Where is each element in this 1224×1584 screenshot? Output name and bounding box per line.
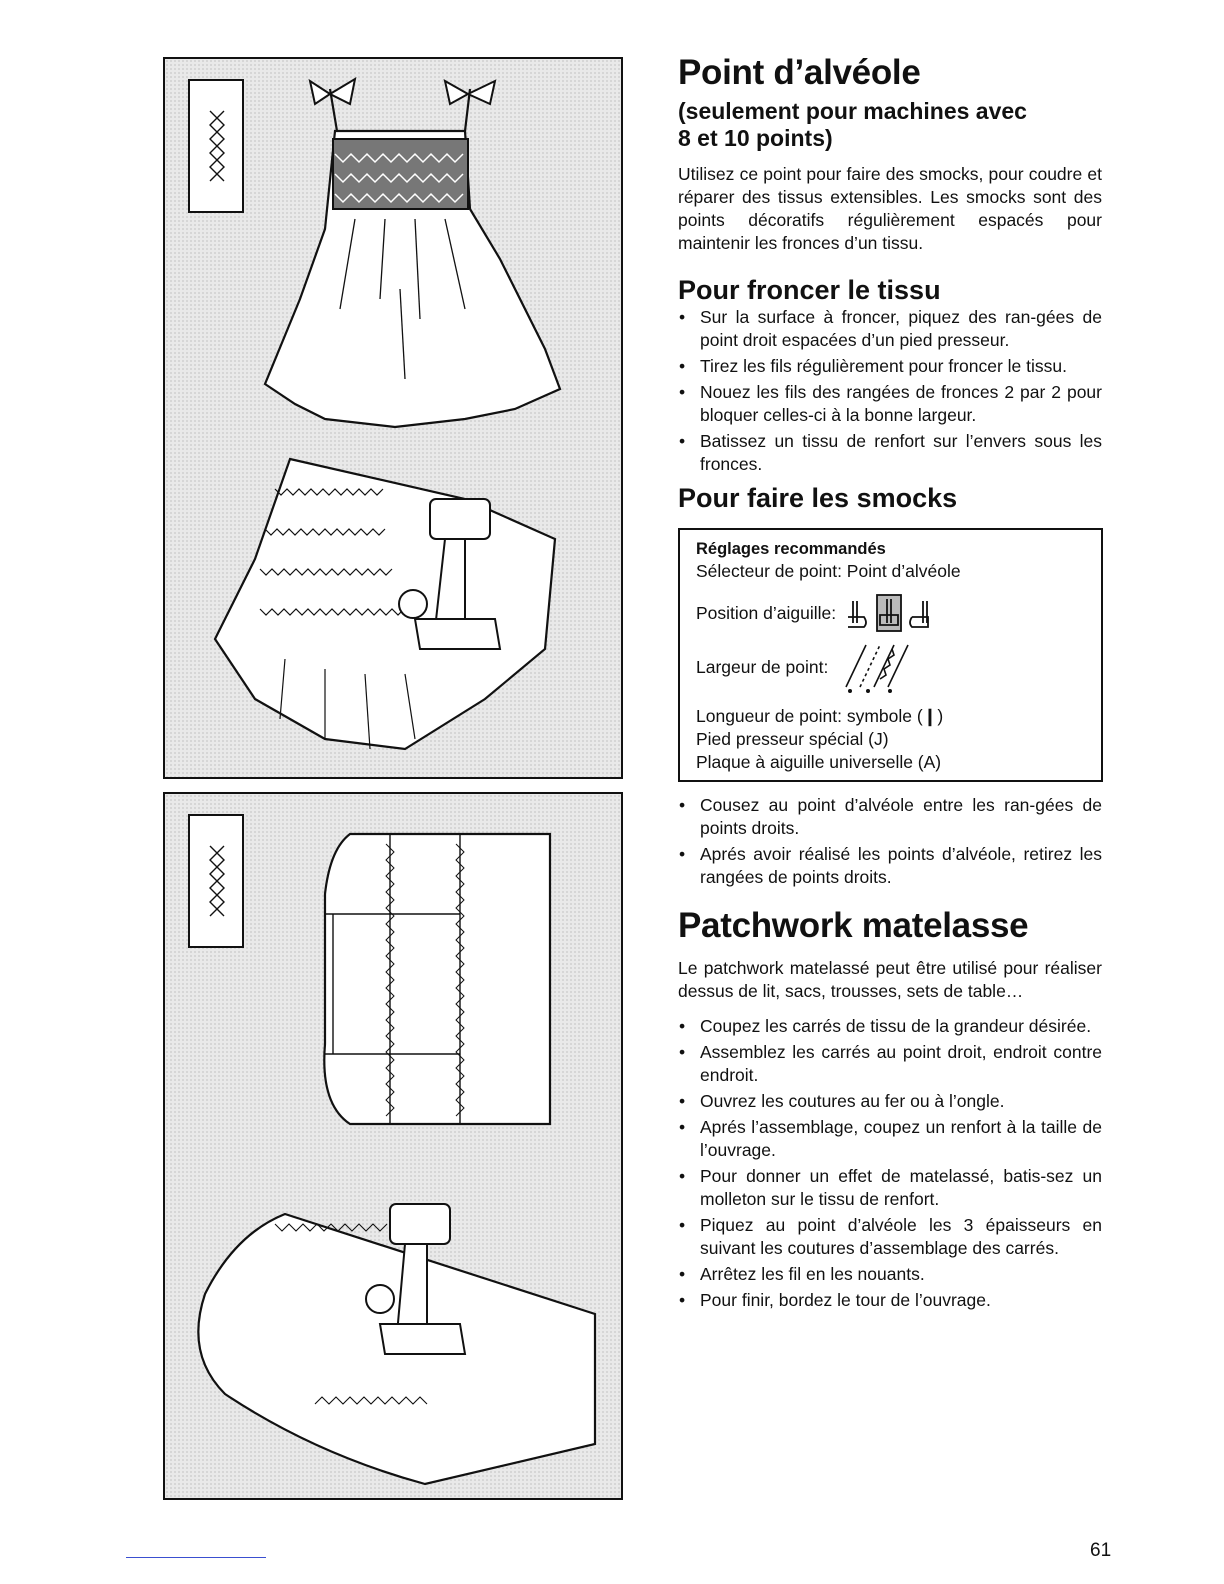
bullet-icon: • bbox=[679, 844, 686, 864]
section-subtitle bbox=[678, 98, 1102, 152]
stitch-length-symbol: (❙) bbox=[916, 706, 944, 726]
bullet-icon: • bbox=[679, 431, 686, 451]
settings-stitch-length: Longueur de point: symbole (❙) bbox=[696, 706, 944, 726]
illustration-panel-patchwork bbox=[163, 792, 623, 1500]
bullet-icon: • bbox=[679, 1091, 686, 1111]
section-title-point-alveole: Point d’alvéole bbox=[678, 53, 921, 92]
needle-position-label: Position d’aiguille: bbox=[696, 602, 837, 623]
footer-line bbox=[126, 1557, 266, 1558]
settings-needle-plate: Plaque à aiguille universelle (A) bbox=[696, 752, 942, 772]
bullet-icon: • bbox=[679, 307, 686, 327]
bullet-icon: • bbox=[679, 382, 686, 402]
list-item: • Ouvrez les coutures au fer ou à l’ongle. bbox=[679, 1091, 1005, 1111]
settings-selector: Sélecteur de point: Point d’alvéole bbox=[696, 561, 961, 581]
settings-presser-foot: Pied presseur spécial (J) bbox=[696, 729, 889, 749]
settings-stitch-width-row bbox=[696, 639, 1085, 695]
bullet-icon: • bbox=[679, 1166, 686, 1186]
heading-smocks: Pour faire les smocks bbox=[678, 483, 958, 513]
list-item: • Batissez un tissu de renfort sur l’envers sous les fronces. bbox=[679, 431, 1102, 474]
subtitle-line-1: (seulement pour machines avec bbox=[678, 98, 1027, 124]
patchwork-intro: Le patchwork matelassé peut être utilisé pour réaliser dessus de lit, sacs, trousses, sets de table… bbox=[678, 958, 1102, 1001]
list-item: • Nouez les fils des rangées de fronces 2 par 2 pour bloquer celles-ci à la bonne largeur. bbox=[679, 382, 1102, 425]
list-item: • Sur la surface à froncer, piquez des ran-gées de point droit espacées d’un pied presseur. bbox=[679, 307, 1102, 350]
list-item: • Coupez les carrés de tissu de la grandeur désirée. bbox=[679, 1016, 1092, 1036]
settings-needle-position-row bbox=[696, 593, 1085, 633]
list-item: • Assemblez les carrés au point droit, endroit contre endroit. bbox=[679, 1042, 1102, 1085]
honeycomb-stitch-icon-box-2 bbox=[188, 814, 244, 948]
illustration-panel-smock bbox=[163, 57, 623, 779]
bullet-icon: • bbox=[679, 356, 686, 376]
list-item: • Aprés avoir réalisé les points d’alvéole, retirez les rangées de points droits. bbox=[679, 844, 1102, 887]
bullet-icon: • bbox=[679, 1290, 686, 1310]
page-number: 61 bbox=[1090, 1540, 1112, 1561]
list-item: • Cousez au point d’alvéole entre les ran-gées de points droits. bbox=[679, 795, 1102, 838]
bullet-icon: • bbox=[679, 795, 686, 815]
section-title-patchwork: Patchwork matelasse bbox=[678, 906, 1029, 945]
list-item: • Aprés l’assemblage, coupez un renfort à la taille de l’ouvrage. bbox=[679, 1117, 1102, 1160]
patchwork-list bbox=[678, 1015, 1102, 1312]
list-item: • Tirez les fils régulièrement pour froncer le tissu. bbox=[679, 356, 1067, 376]
bullet-icon: • bbox=[679, 1042, 686, 1062]
settings-box bbox=[678, 528, 1103, 782]
list-item: • Pour donner un effet de matelassé, batis-sez un molleton sur le tissu de renfort. bbox=[679, 1166, 1102, 1209]
stitch-width-label: Largeur de point: bbox=[696, 656, 829, 677]
bullet-icon: • bbox=[679, 1016, 686, 1036]
honeycomb-stitch-icon bbox=[190, 816, 242, 946]
text-column bbox=[678, 52, 1102, 1315]
list-item: • Pour finir, bordez le tour de l’ouvrage. bbox=[679, 1290, 991, 1310]
bullet-icon: • bbox=[679, 1117, 686, 1137]
needle-position-icon bbox=[844, 593, 954, 633]
stitch-width-icon bbox=[836, 639, 936, 695]
smocks-list bbox=[678, 794, 1102, 889]
bullet-icon: • bbox=[679, 1215, 686, 1235]
list-item: • Piquez au point d’alvéole les 3 épaisseurs en suivant les coutures d’assemblage des carrés. bbox=[679, 1215, 1102, 1258]
settings-title: Réglages recommandés bbox=[696, 540, 886, 558]
intro-paragraph: Utilisez ce point pour faire des smocks, pour coudre et réparer des tissus extensibles. Les smocks sont des points décoratifs régulièrement espacés pour maintenir les fronces d’un tissu. bbox=[678, 164, 1102, 253]
honeycomb-stitch-icon-box-1 bbox=[188, 79, 244, 213]
bullet-icon: • bbox=[679, 1264, 686, 1284]
list-item: • Arrêtez les fil en les nouants. bbox=[679, 1264, 925, 1284]
heading-froncer: Pour froncer le tissu bbox=[678, 275, 941, 305]
subtitle-line-2: 8 et 10 points) bbox=[678, 125, 833, 151]
froncer-list bbox=[678, 306, 1102, 476]
honeycomb-stitch-icon bbox=[190, 81, 242, 211]
